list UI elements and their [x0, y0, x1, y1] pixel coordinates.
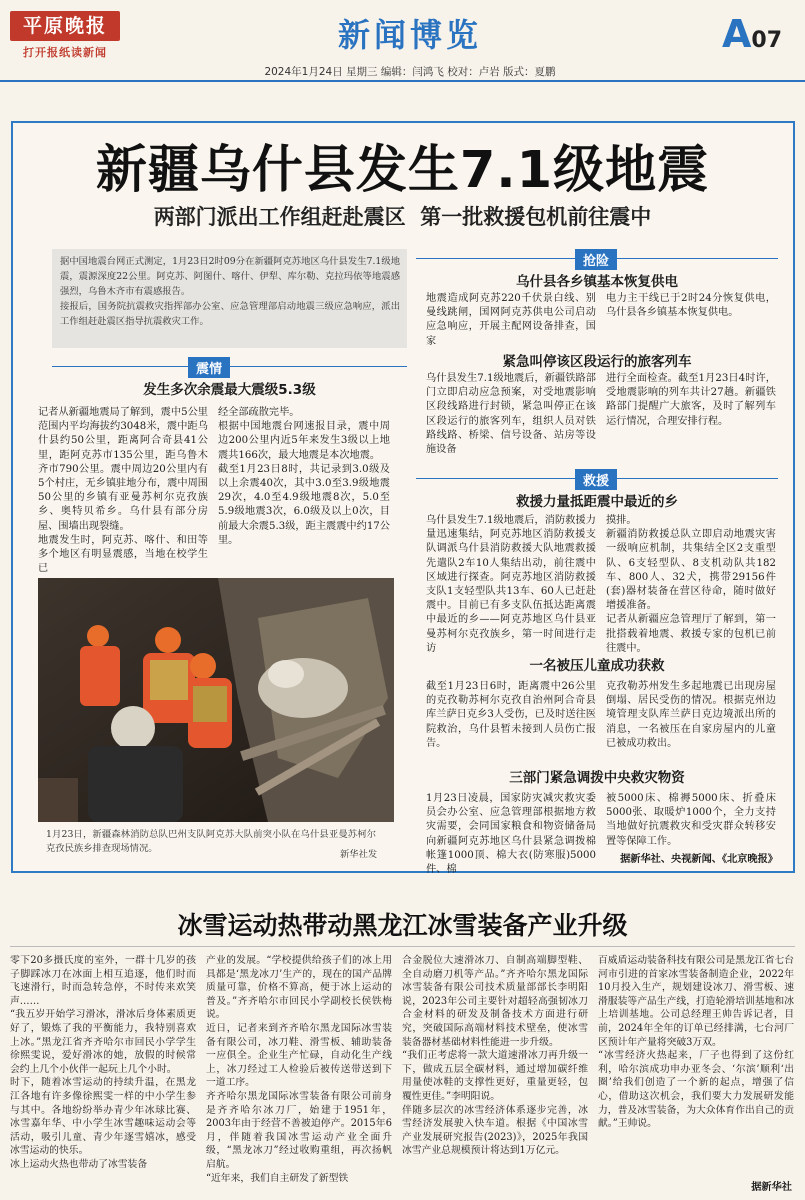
photo-caption: 1月23日，新疆森林消防总队巴州支队阿克苏大队前突小队在乌什县亚曼苏柯尔克孜民族乡排查现场情况。 [46, 829, 376, 854]
second-col2: 产业的发展。“学校提供给孩子们的冰上用具都是‘黑龙冰刀’生产的，现在的国产品牌质量可靠，价格不算高，便于冰上运动的普及。”齐齐哈尔市回民小学副校长侯铁梅说。 近日，记者来到齐齐哈尔黑龙国际冰雪装备有限公司，冰刀鞋、滑雪板、辅助装备一应俱全。企业生产忙碌，自动化生产线上，冰刀经过工人检验后被传送带送到下一道工序。 齐齐哈尔黑龙国际冰雪装备有限公司前身是齐齐哈尔冰刀厂，始建于1951年，2003年由于经营不善被迫停产。2015年6月，伴随着我国冰雪运动产业全面升级，“黑龙冰刀”经过收购重组，再次扬帆启航。 “近年来，我们自主研发了新型铁 [206, 955, 392, 1184]
jy3-col1: 1月23日凌晨，国家防灾减灾救灾委员会办公室、应急管理部根据地方救灾需要，会同国家粮食和物资储备局向新疆阿克苏地区乌什县紧急调拨棉帐篷1000顶、棉大衣(防寒服)5000件、棉 [426, 793, 596, 876]
zhenqing-col2: 经全部疏散完毕。 根据中国地震台网速报目录，震中周边200公里内近5年来发生3级以上地震共166次，最大地震是本次地震。 截至1月23日8时，共记录到3.0级及以上余震40次，其中3.0至3.9级地震29次，4.0至4.9级地震8次，5.0至5.9级地震3次，6.0级及以上0次，目前最大余震5.3级，距主震震中约17公里。 [218, 407, 390, 546]
jy3-col2: 被5000床、棉褥5000床、折叠床5000张、取暖炉1000个，全力支持当地做好抗震救灾和受灾群众转移安置等保障工作。 [606, 793, 776, 847]
second-headline: 冰雪运动热带动黑龙江冰雪装备产业升级 [177, 911, 628, 940]
jy2-col1: 截至1月23日6时，距离震中26公里的克孜勒苏柯尔克孜自治州阿合奇县库兰萨日克乡3人受伤，已及时送往医院救治，乌什县暂未接到人员伤亡报告。 [426, 681, 596, 749]
qx1-col2: 电力主干线已于2时24分恢复供电，乌什县各乡镇基本恢复供电。 [606, 293, 776, 319]
paper-logo: 平原晚报 [10, 11, 120, 41]
qx2-headline: 紧急叫停该区段运行的旅客列车 [502, 354, 692, 370]
zhenqing-tag: 震情 [188, 357, 230, 378]
slogan: 打开报纸读新闻 [23, 46, 107, 59]
jy3-headline: 三部门紧急调拨中央救灾物资 [509, 770, 685, 786]
page-letter [722, 12, 802, 56]
page-num: 07 [751, 28, 783, 53]
jy2-headline: 一名被压儿童成功获救 [529, 658, 665, 674]
rescue-photo [38, 578, 394, 822]
main-subheadline: 两部门派出工作组赶赴震区 第一批救援包机前往震中 [153, 205, 652, 229]
page-letter-a: A [722, 12, 752, 56]
qx1-col1: 地震造成阿克苏220千伏景白线、别曼线跳闸，国网阿克苏供电公司启动应急响应，开展主配网设备排查，国家 [426, 293, 596, 347]
section-title: 新闻博览 [337, 16, 482, 54]
jy1-col2: 摸排。 新疆消防救援总队立即启动地震灾害一级响应机制，共集结全区2支重型队、6支轻型队、8支机动队共182车、800人、32犬，携带29156件(套)器材装备在营区待命，随时做好增援准备。 记者从新疆应急管理厅了解到，第一批搭载着地震、救援专家的包机已前往震中。 [606, 515, 776, 654]
issue-line: 2024年1月24日 星期三 编辑：闫鸿飞 校对：卢岩 版式：夏鹏 [264, 66, 556, 78]
second-col3: 合金脱位大速滑冰刀、自制高端脚型鞋、全自动磨刀机等产品。”齐齐哈尔黑龙国际冰雪装备有限公司技术质量部部长李明阳说，2023年公司主要针对超轻高强韧冰刀合金材料的研发及制备技术方面进行研究，突破国际高端材料技术壁垒，使冰雪装备器材基础材料性能进一步升级。 “我们正考虑将一款大道速滑冰刀再升级一下，做成五层全碳材料，通过增加碳纤维用量使冰鞋的支撑性更好，重量更轻，包覆性更佳。”李明阳说。 伴随多层次的冰雪经济体系逐步完善，冰雪经济发展驶入快车道。根据《中国冰雪产业发展研究报告(2023)》，2025年我国冰雪产业总规模预计将达到1万亿元。 [402, 955, 588, 1157]
sources: 据新华社、央视新闻、《北京晚报》 [620, 854, 778, 865]
qx1-headline: 乌什县各乡镇基本恢复供电 [516, 274, 678, 290]
lead-text: 据中国地震台网正式测定，1月23日2时09分在新疆阿克苏地区乌什县发生7.1级地震，震源深度22公里。阿克苏、阿图什、喀什、伊犁、库尔勒、克拉玛依等地震感强烈，乌鲁木齐市有震感报告。 接报后，国务院抗震救灾指挥部办公室、应急管理部启动地震三级应急响应，派出工作组赶赴震区指导抗震救灾工作。 [60, 256, 400, 327]
jiuyuan-tag: 救援 [575, 469, 617, 490]
second-source: 据新华社 [751, 1182, 792, 1193]
qx2-col1: 乌什县发生7.1级地震后，新疆铁路部门立即启动应急预案，对受地震影响区段线路进行封锁，紧急叫停正在该区段运行的旅客列车，组织人员对铁路线路、桥梁、信号设备、站房等设施设备 [426, 373, 596, 456]
photo-credit: 新华社发 [340, 849, 378, 860]
qiangxian-tag: 抢险 [575, 249, 617, 270]
jy2-col2: 克孜勒苏州发生多起地震已出现房屋倒塌、居民受伤的情况。根据克州边境管理支队库兰萨日克边境派出所的消息，一名被压在自家房屋内的儿童已被成功救出。 [606, 681, 776, 749]
masthead [0, 0, 805, 82]
qx2-col2: 进行全面检查。截至1月23日4时许，受地震影响的列车共计27趟。新疆铁路部门提醒广大旅客，及时了解列车运行情况，合理安排行程。 [606, 373, 776, 427]
jy1-col1: 乌什县发生7.1级地震后，消防救援力量迅速集结，阿克苏地区消防救援支队调派乌什县消防救援大队地震救援先遣队2车10人集结出动，前往震中区域进行探查。阿克苏地区消防救援支队1支轻型队共13车、60人已赶赴震中。目前已有多支队伍抵达距离震中最近的乡——阿克苏地区乌什县亚曼苏柯尔克孜族乡，第一时间进行走访 [426, 515, 596, 654]
second-divider [10, 946, 795, 947]
jy1-headline: 救援力量抵距震中最近的乡 [516, 494, 678, 510]
main-headline: 新疆乌什县发生7.1级地震 [95, 141, 710, 200]
zhenqing-col1: 记者从新疆地震局了解到，震中5公里范围内平均海拔约3048米，震中距乌什县约50公里，距离阿合奇县41公里，距阿克苏市135公里，距乌鲁木齐市790公里。震中周边20公里内有5个村庄，无乡镇驻地分布，震中周围50公里的乡镇有亚曼苏柯尔克孜族乡、奥特贝希乡。乌什县有部分房屋、围墙出现裂缝。 地震发生时，阿克苏、喀什、和田等多个地区有明显震感，当地在校学生已 [38, 407, 208, 575]
rescue-photo-illustration [38, 578, 394, 822]
zhenqing-headline: 发生多次余震最大震级5.3级 [143, 382, 316, 398]
second-col1: 零下20多摄氏度的室外，一群十几岁的孩子脚踩冰刀在冰面上相互追逐，他们时而飞速滑行，时而急转急停，不时传来欢笑声…… “我五岁开始学习滑冰，滑冰后身体素质更好了，锻炼了我的平衡能力，我特别喜欢上冰。”黑龙江省齐齐哈尔市回民小学学生徐熙雯说，爱好滑冰的她，放假的时候常会约上几个小伙伴一起玩上几个小时。 时下，随着冰雪运动的持续升温，在黑龙江各地有许多像徐熙雯一样的中小学生参与其中。各地纷纷举办青少年冰球比赛、冰雪嘉年华、中小学生冰雪趣味运动会等活动，吸引儿童、青少年逐雪嬉冰，感受冰雪运动的快乐。 冰上运动火热也带动了冰雪装备 [10, 955, 196, 1170]
masthead-divider [0, 80, 805, 82]
second-col4: 百威盾运动装备科技有限公司是黑龙江省七台河市引进的首家冰雪装备制造企业，2022年10月投入生产，规划建设冰刀、滑雪板、速滑服装等产品生产线，打造轮滑培训基地和冰上培训基地。公司总经理王帅告诉记者，目前，2024年全年的订单已经排满，七台河厂区预计年产量将突破3万双。 “冰雪经济火热起来，厂子也得到了这份红利，哈尔滨成功申办亚冬会、‘尔滨’顺利‘出圈’给我们创造了一个新的起点，增强了信心，借助这次机会，我们要大力发展研发能力，普及冰雪装备，为大众体育作出自己的贡献。”王帅说。 [598, 955, 794, 1130]
